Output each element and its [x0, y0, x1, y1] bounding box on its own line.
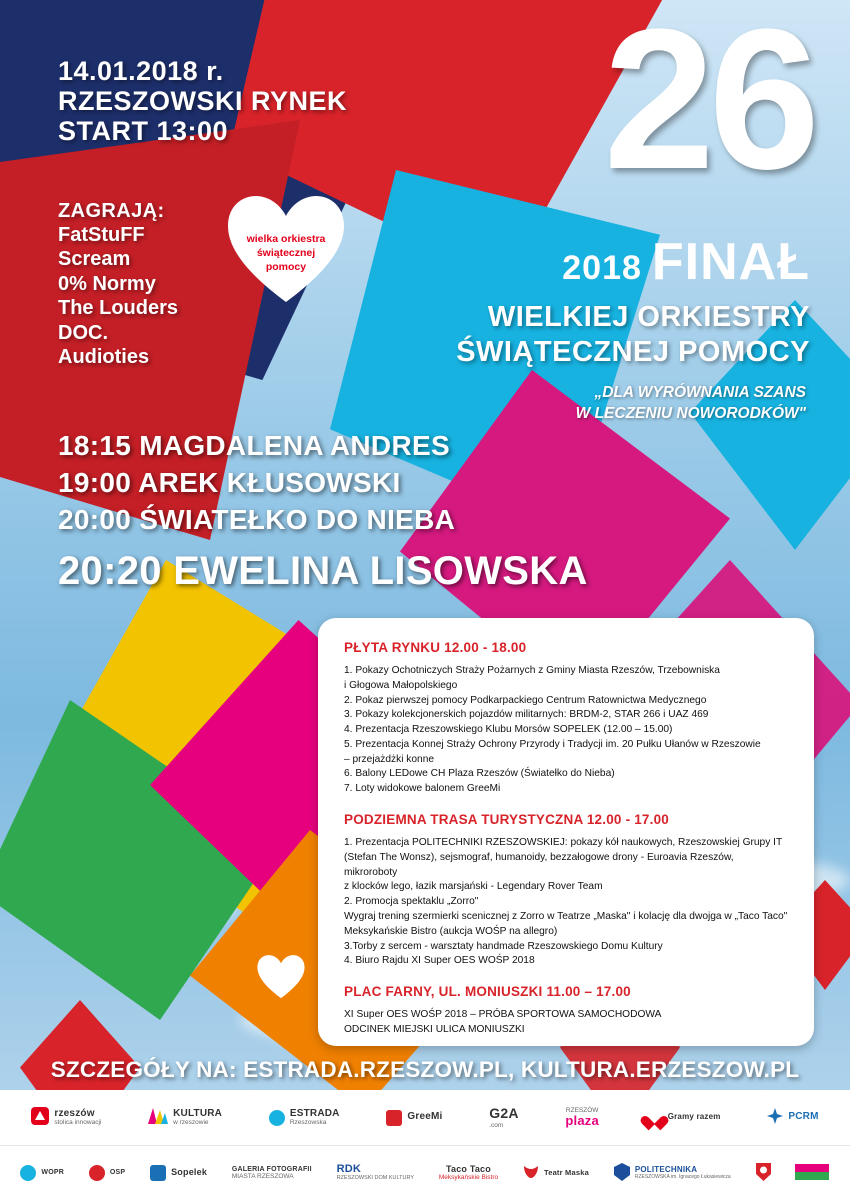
sponsor-logo-sopelek[interactable]: [150, 1165, 207, 1181]
sponsor-name: KULTURA: [173, 1107, 223, 1119]
program-line: XI Super OES WOŚP 2018 – PRÓBA SPORTOWA SAMOCHODOWA: [344, 1009, 662, 1021]
lineup-title: ZAGRAJĄ:: [58, 200, 165, 222]
sponsor-sub: RZESZÓW: [565, 1106, 599, 1114]
schedule-headliner: 20:20 EWELINA LISOWSKA: [58, 548, 588, 593]
sponsor-name: OSP: [109, 1169, 126, 1177]
program-line: (Stefan The Wonsz), sejsmograf, humanoidy, bezzałogowe drony - Euroavia Rzeszów, mikroroboty: [344, 851, 734, 878]
wosp-heart-logo: [222, 190, 350, 310]
greemi-mark-icon: [386, 1110, 402, 1126]
sponsor-logo-rdk[interactable]: [337, 1164, 414, 1182]
slogan-line1: „DLA WYRÓWNANIA SZANS: [594, 384, 806, 401]
sponsor-logo-pcrm[interactable]: [767, 1108, 818, 1127]
sponsor-logo-plaza[interactable]: [565, 1107, 599, 1128]
sponsor-name: POLITECHNIKA: [634, 1164, 698, 1174]
sponsor-logo-politechnika[interactable]: [614, 1163, 731, 1184]
program-section-heading: PLAC FARNY, UL. MONIUSZKI 11.00 – 17.00: [344, 984, 631, 1000]
sponsor-name: Taco Taco: [445, 1163, 491, 1174]
final-word: FINAŁ: [651, 233, 810, 291]
coat-of-arms-icon: [756, 1163, 771, 1184]
program-section-body: [344, 1008, 788, 1046]
sponsor-logo-greemi[interactable]: [386, 1110, 442, 1126]
sponsor-logo-taco-taco[interactable]: [439, 1165, 498, 1182]
campaign-slogan: [576, 383, 806, 425]
program-line: 1. Prezentacja POLITECHNIKI RZESZOWSKIEJ: pokazy kół naukowych, Rzeszowskiej Grupy IT: [344, 837, 783, 849]
pcrm-star-icon: [767, 1108, 783, 1127]
program-line: 1. Pokazy Ochotniczych Straży Pożarnych z Gminy Miasta Rzeszów, Trzebowniska: [344, 665, 720, 676]
schedule-item: 20:00 ŚWIATEŁKO DO NIEBA: [58, 503, 456, 535]
kultura-mark-icon: [148, 1108, 168, 1127]
sponsor-sub: Meksykańskie Bistro: [438, 1174, 499, 1182]
sponsor-sub: Rzeszowska: [289, 1119, 327, 1127]
program-line: 3. Pokazy kolekcjonerskich pojazdów militarnych: BRDM-2, STAR 266 i UAZ 469: [344, 709, 709, 721]
schedule-item: 18:15 MAGDALENA ANDRES: [58, 430, 450, 461]
program-line: i Głogowa Małopolskiego: [344, 679, 458, 691]
sponsor-name: WOPR: [41, 1169, 64, 1177]
wosp-heart-text: [222, 190, 350, 310]
program-spacer: [344, 1038, 788, 1045]
program-line: – przejażdżki konne: [344, 753, 435, 765]
program-line: 2. Promocja spektaklu „Zorro": [344, 896, 479, 908]
sponsor-logo-gramy-razem[interactable]: [646, 1110, 721, 1125]
sponsor-name: plaza: [565, 1112, 599, 1128]
sponsor-logo-teatr-maska[interactable]: [523, 1165, 589, 1182]
sponsors-strip: [0, 1090, 850, 1200]
rzeszow-mark-icon: [31, 1107, 49, 1128]
lineup-band: Scream: [58, 248, 131, 271]
sponsor-logo-herb[interactable]: [756, 1163, 771, 1184]
osp-mark-icon: [89, 1165, 105, 1181]
program-line: 7. Loty widokowe balonem GreeMi: [344, 783, 501, 795]
lineup-band: FatStuFF: [58, 224, 145, 246]
estrada-mark-icon: [269, 1110, 285, 1126]
lineup-band: The Louders: [58, 297, 179, 320]
wosp-logo-line1: wielka orkiestra: [246, 232, 326, 245]
program-section-body: [344, 664, 788, 797]
sponsor-sub: RZESZOWSKA im. Ignacego Łukasiewicza: [634, 1173, 731, 1180]
program-line: 6. Balony LEDowe CH Plaza Rzeszów (Światełko do Nieba): [344, 768, 615, 780]
sponsors-row-2: [0, 1145, 850, 1200]
wosp-full-name: [456, 300, 810, 370]
sponsor-logo-wopr[interactable]: [20, 1165, 64, 1181]
program-line: 4. Biuro Rajdu XI Super OES WOŚP 2018: [344, 955, 535, 967]
program-line: 3.Torby z sercem - warsztaty handmade Rzeszowskiego Domu Kultury: [344, 940, 663, 952]
lineup-block: [58, 200, 178, 369]
event-date: 14.01.2018 r.: [58, 56, 224, 86]
wosp-logo-line2: świątecznej: [256, 246, 316, 259]
sopelek-mark-icon: [150, 1165, 166, 1181]
sponsor-logo-estrada[interactable]: [269, 1109, 340, 1127]
wosp-logo-line3: pomocy: [265, 261, 307, 274]
sponsor-name: G2A: [489, 1105, 519, 1122]
final-title-row: [562, 232, 810, 292]
program-line: ODCINEK MIEJSKI ULICA MONIUSZKI: [344, 1023, 525, 1035]
program-line: 5. Prezentacja Konnej Straży Ochrony Przyrody i Tradycji im. 20 Pułku Ułanów w Rzeszowie: [344, 738, 761, 750]
flag-icon: [795, 1164, 829, 1183]
sponsor-name: Teatr Maska: [543, 1167, 589, 1177]
program-section-heading: PŁYTA RYNKU 12.00 - 18.00: [344, 640, 527, 655]
sponsor-logo-g2a[interactable]: [489, 1106, 518, 1128]
program-line: 2. Pokaz pierwszej pomocy Podkarpackiego Centrum Ratownictwa Medycznego: [344, 694, 707, 706]
wosp-name-line2: ŚWIĄTECZNEJ POMOCY: [456, 335, 810, 368]
program-panel: [318, 618, 814, 1046]
sponsor-sub: w rzeszowie: [173, 1119, 209, 1127]
details-url-bar: [0, 1050, 850, 1090]
program-line: 4. Prezentacja Rzeszowskiego Klubu Morsów SOPELEK (12.00 – 15.00): [344, 724, 673, 736]
sponsor-name: rzeszów: [54, 1107, 95, 1119]
sponsor-logo-osp[interactable]: [89, 1165, 125, 1181]
sponsor-sub: stolica innowacji: [54, 1119, 102, 1127]
heart-icon: [646, 1110, 663, 1125]
sponsor-sub: RZESZOWSKI DOM KULTURY: [336, 1174, 414, 1181]
sponsor-logo-rzeszow[interactable]: [31, 1107, 101, 1128]
politechnika-mark-icon: [614, 1163, 630, 1184]
sponsor-name: RDK: [336, 1163, 362, 1176]
sponsors-row-1: [0, 1090, 850, 1145]
sponsor-logo-flag[interactable]: [795, 1164, 829, 1183]
lineup-band: 0% Normy: [58, 272, 156, 295]
sponsor-name: Sopelek: [171, 1167, 208, 1178]
program-section-body: [344, 836, 788, 969]
program-section-heading: PODZIEMNA TRASA TURYSTYCZNA 12.00 - 17.00: [344, 812, 670, 828]
event-start-time: START 13:00: [58, 116, 229, 147]
sponsor-logo-kultura[interactable]: [148, 1108, 222, 1127]
event-place: RZESZOWSKI RYNEK: [58, 86, 348, 117]
sponsor-name: Gramy razem: [667, 1112, 721, 1122]
sponsor-name: PCRM: [788, 1111, 819, 1123]
final-number: 26: [603, 0, 814, 211]
sponsor-name: GALERIA FOTOGRAFII: [231, 1165, 312, 1173]
maska-mark-icon: [523, 1165, 539, 1182]
sponsor-logo-galeria-fotografii[interactable]: [232, 1166, 312, 1181]
program-line: z klocków lego, łazik marsjański - Legendary Rover Team: [344, 881, 603, 893]
wopr-mark-icon: [20, 1165, 36, 1181]
sponsor-name: GreeMi: [407, 1111, 443, 1123]
slogan-line2: W LECZENIU NOWORODKÓW": [575, 404, 806, 422]
lineup-band: DOC.: [58, 321, 108, 344]
sponsor-name: ESTRADA: [289, 1107, 340, 1119]
sponsor-sub: MIASTA RZESZOWA: [231, 1173, 294, 1181]
program-line: Wygraj trening szermierki scenicznej z Zorro w Teatrze „Maska" i kolację dla dwojga w „Taco Taco": [344, 910, 788, 922]
heart-icon-small: [255, 952, 307, 1002]
details-url: SZCZEGÓŁY NA: ESTRADA.RZESZOW.PL, KULTURA.ERZESZOW.PL: [50, 1057, 800, 1082]
program-line: [344, 1045, 788, 1046]
artist-schedule: [58, 428, 588, 594]
final-year: 2018: [562, 249, 642, 287]
schedule-item: 19:00 AREK KŁUSOWSKI: [58, 466, 401, 498]
sponsor-sub: .com: [489, 1121, 504, 1129]
program-line: Meksykańskie Bistro (aukcja WOŚP na allegro): [344, 925, 558, 937]
small-wosp-sticker: [255, 952, 307, 1002]
event-header: [58, 56, 347, 147]
lineup-band: Audioties: [58, 345, 150, 368]
wosp-name-line1: WIELKIEJ ORKIESTRY: [487, 301, 810, 333]
